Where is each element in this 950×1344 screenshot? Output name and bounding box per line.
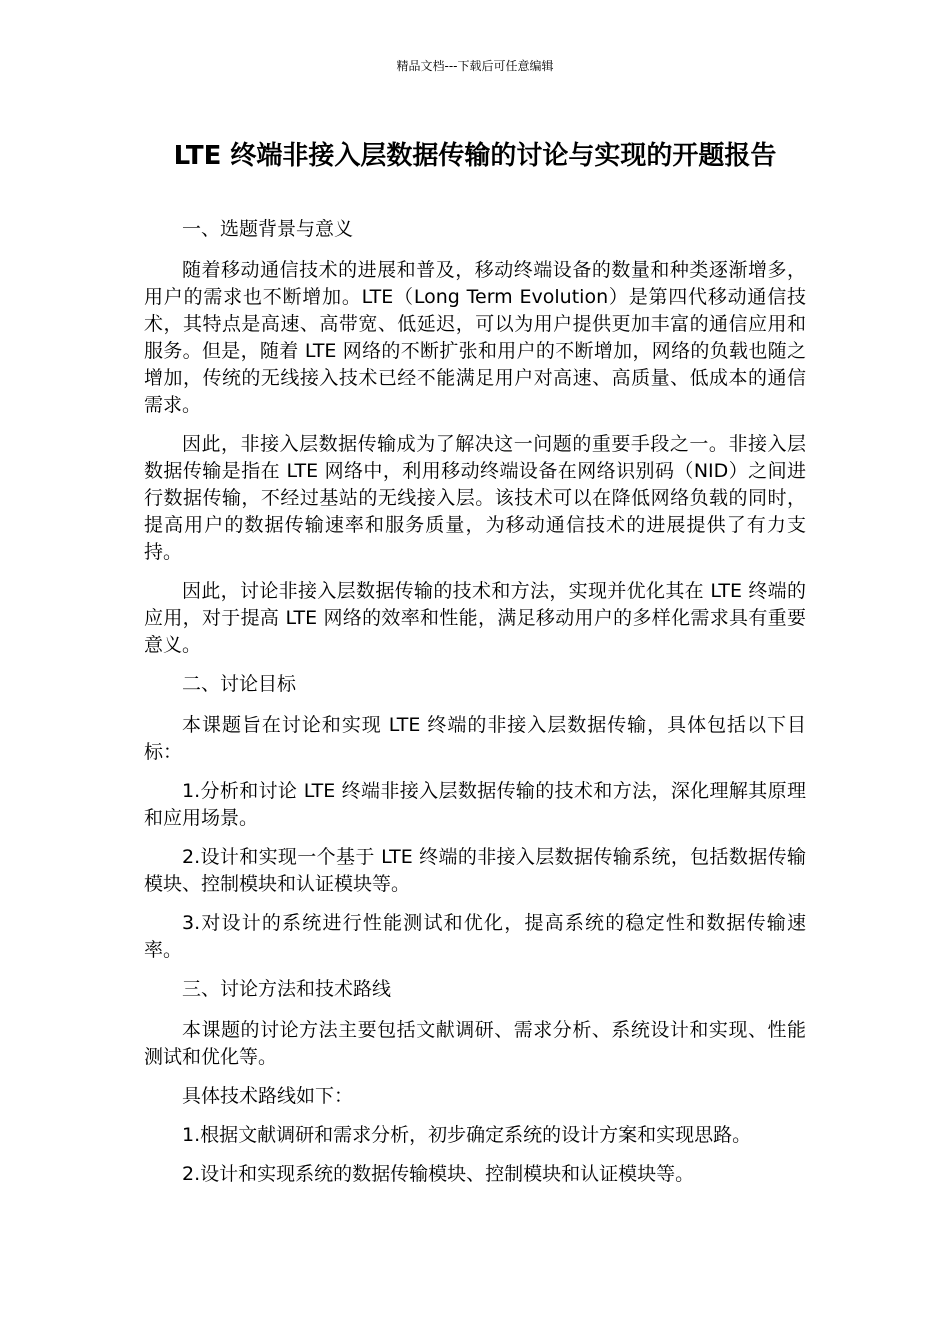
section-heading-background: 一、选题背景与意义 bbox=[182, 218, 354, 240]
section-heading-goals: 二、讨论目标 bbox=[182, 673, 297, 695]
list-item: 2.设计和实现一个基于 LTE 终端的非接入层数据传输系统，包括数据传输模块、控制模块和认证模块等。 bbox=[144, 846, 806, 895]
paragraph: 本课题旨在讨论和实现 LTE 终端的非接入层数据传输，具体包括以下目标： bbox=[144, 714, 806, 763]
paragraph: 本课题的讨论方法主要包括文献调研、需求分析、系统设计和实现、性能测试和优化等。 bbox=[144, 1019, 806, 1068]
document-body bbox=[144, 216, 806, 1200]
list-item: 2.设计和实现系统的数据传输模块、控制模块和认证模块等。 bbox=[182, 1163, 695, 1185]
paragraph: 随着移动通信技术的进展和普及，移动终端设备的数量和种类逐渐增多，用户的需求也不断增加。LTE（Long Term Evolution）是第四代移动通信技术，其特点是高速、高带宽、低延迟，可以为用户提供更加丰富的通信应用和服务。但是，随着 LTE 网络的不断扩张和用户的不断增加，网络的负载也随之增加，传统的无线接入技术已经不能满足用户对高速、高质量、低成本的通信需求。 bbox=[144, 259, 806, 416]
paragraph: 因此，非接入层数据传输成为了解决这一问题的重要手段之一。非接入层数据传输是指在 LTE 网络中，利用移动终端设备在网络识别码（NID）之间进行数据传输，不经过基站的无线接入层。该技术可以在降低网络负载的同时，提高用户的数据传输速率和服务质量，为移动通信技术的进展提供了有力支持。 bbox=[144, 433, 806, 563]
header-note: 精品文档---下载后可任意编辑 bbox=[396, 59, 554, 73]
paragraph: 因此，讨论非接入层数据传输的技术和方法，实现并优化其在 LTE 终端的应用，对于提高 LTE 网络的效率和性能，满足移动用户的多样化需求具有重要意义。 bbox=[144, 580, 806, 656]
list-item: 3.对设计的系统进行性能测试和优化，提高系统的稳定性和数据传输速率。 bbox=[144, 912, 806, 961]
section-heading-methods: 三、讨论方法和技术路线 bbox=[182, 978, 392, 1000]
list-item: 1.分析和讨论 LTE 终端非接入层数据传输的技术和方法，深化理解其原理和应用场景。 bbox=[144, 780, 806, 829]
paragraph: 具体技术路线如下： bbox=[182, 1085, 354, 1107]
list-item: 1.根据文献调研和需求分析，初步确定系统的设计方案和实现思路。 bbox=[182, 1124, 752, 1146]
document-title: LTE 终端非接入层数据传输的讨论与实现的开题报告 bbox=[173, 141, 777, 171]
